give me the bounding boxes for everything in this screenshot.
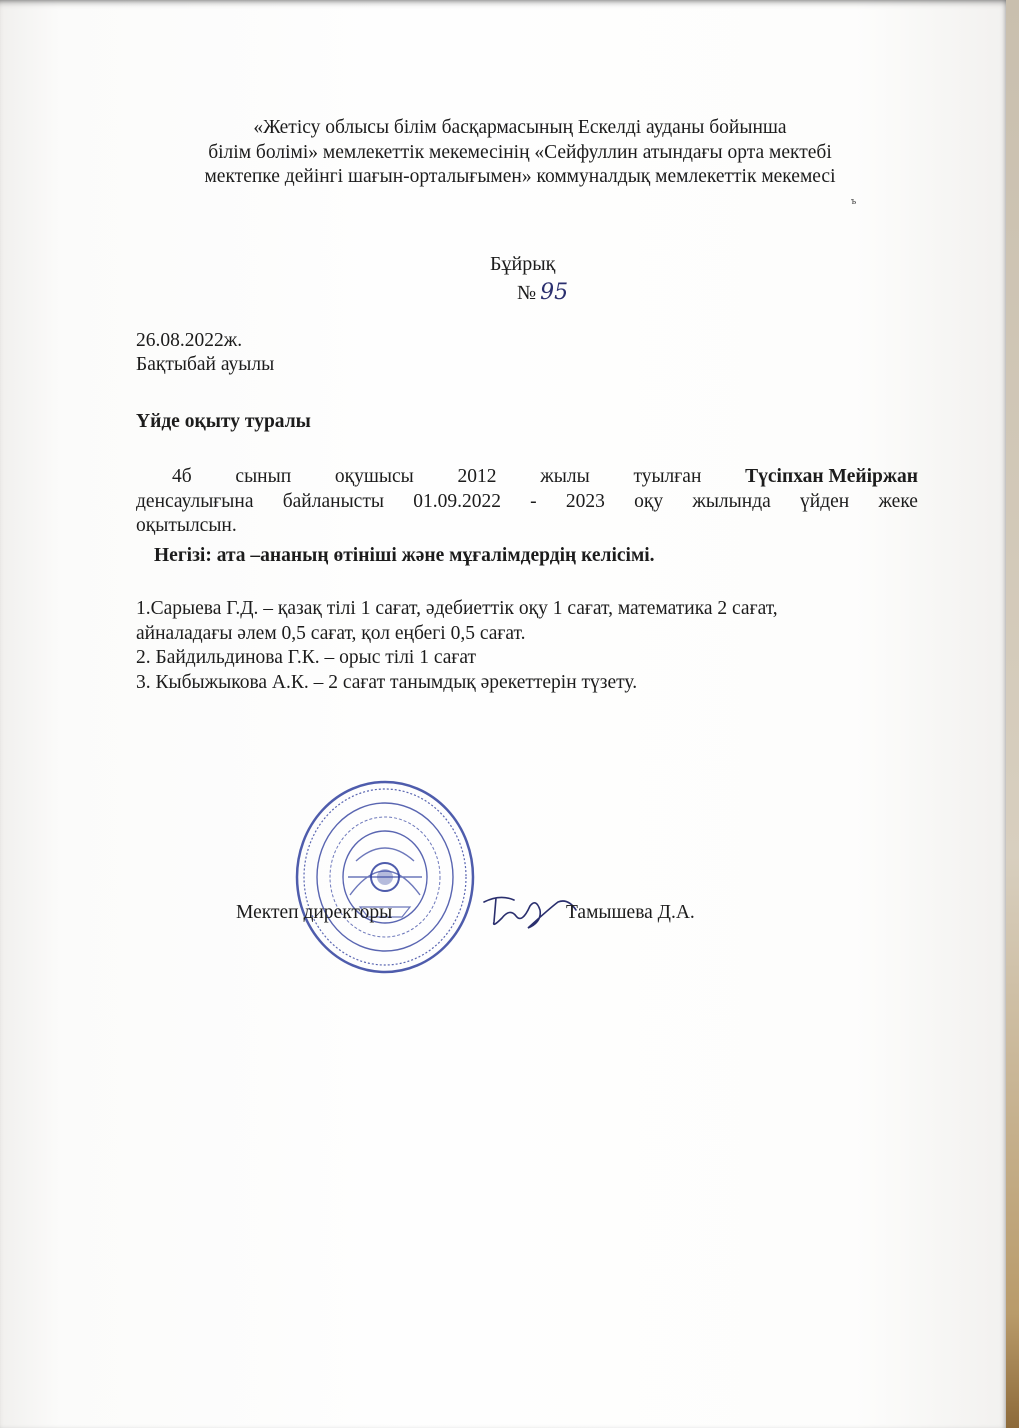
- body-line-2: [136, 490, 918, 515]
- signatory-position: Мектеп директоры: [236, 902, 393, 923]
- signatory-name: Тамышева Д.А.: [566, 902, 695, 923]
- scan-edge: [1006, 0, 1019, 1428]
- body-word: денсаулығына: [136, 490, 254, 512]
- order-number-handwritten: 95: [540, 280, 569, 305]
- list-item: 3. Кыбыжыкова А.К. – 2 сағат танымдық әрекеттерін түзету.: [136, 671, 638, 693]
- order-title: Бұйрық: [490, 253, 556, 275]
- header-line-2: білім болімі» мемлекеттік мекемесінің «Сейфуллин атындағы орта мектебі: [208, 141, 832, 163]
- body-word: 2012: [457, 466, 497, 487]
- order-number-prefix: №: [517, 282, 537, 304]
- body-word: 2023: [565, 490, 605, 512]
- body-word: оқу: [634, 490, 664, 512]
- list-item: 2. Байдильдинова Г.К. – орыс тілі 1 сағат: [136, 647, 477, 668]
- order-body: [136, 465, 918, 539]
- body-word: жеке: [878, 490, 918, 512]
- header-line-3: мектепке дейінгі шағын-орталығымен» коммуналдық мемлекеттік мекемесі: [204, 166, 836, 187]
- body-word: байланысты: [282, 490, 384, 512]
- order-number: [517, 280, 568, 305]
- handwritten-signature-icon: [480, 888, 580, 933]
- official-stamp-icon: [290, 777, 480, 977]
- student-name: Түсіпхан Мейіржан: [745, 466, 918, 487]
- body-word: жылында: [692, 490, 771, 512]
- small-mark: ъ: [851, 196, 857, 207]
- document-header: [110, 116, 930, 190]
- body-word: оқушысы: [334, 466, 414, 487]
- body-word: туылған: [633, 466, 702, 487]
- list-item: 1.Сарыева Г.Д. – қазақ тілі 1 сағат, әдебиеттік оқу 1 сағат, математика 2 сағат,: [136, 598, 778, 619]
- list-item: айналадағы әлем 0,5 сағат, қол еңбегі 0,5 сағат.: [136, 622, 526, 644]
- body-line-3: оқытылсын.: [136, 515, 237, 536]
- header-line-1: «Жетісу облысы білім басқармасының Ескелді ауданы бойынша: [253, 117, 787, 138]
- order-basis: Негізі: ата –ананың өтініші және мұғалімдердің келісімі.: [154, 545, 655, 566]
- body-word: үйден: [800, 490, 850, 512]
- order-place: Бақтыбай ауылы: [136, 354, 275, 375]
- body-word: -: [530, 490, 537, 512]
- body-word: 01.09.2022: [413, 490, 501, 512]
- body-word: 4б: [172, 466, 192, 487]
- body-word: сынып: [235, 466, 292, 487]
- order-date: 26.08.2022ж.: [136, 330, 243, 351]
- body-line-1: [136, 465, 918, 490]
- body-word: жылы: [540, 466, 590, 487]
- order-subject: Үйде оқыту туралы: [136, 411, 311, 432]
- signature-line: [236, 902, 695, 924]
- teacher-list: [136, 597, 778, 695]
